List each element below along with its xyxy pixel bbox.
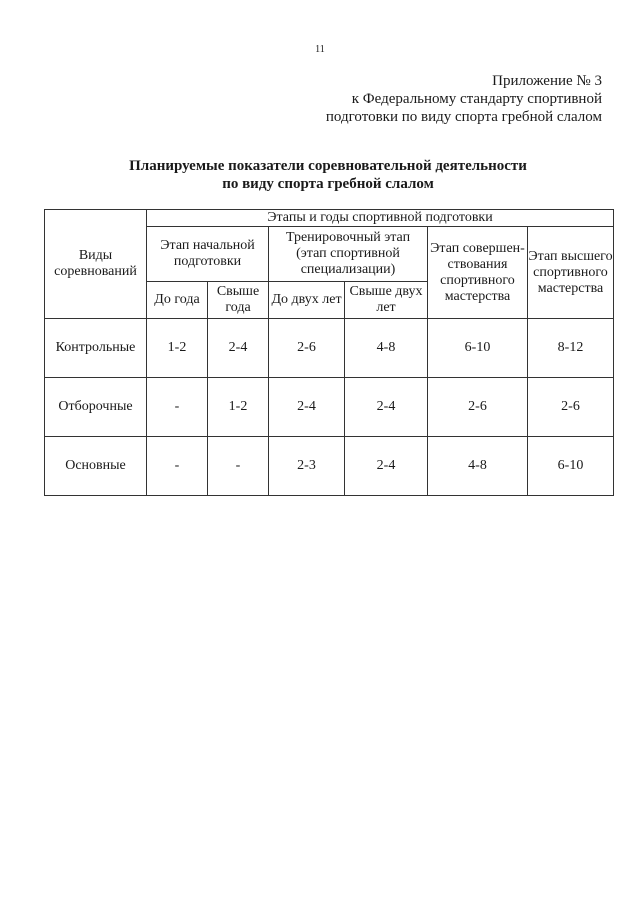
appendix-line-3: подготовки по виду спорта гребной слалом <box>325 109 602 125</box>
appendix-header <box>326 72 602 126</box>
subheader-training-1: До двух лет <box>269 282 345 319</box>
table-cell: 4-8 <box>428 437 528 496</box>
table-cell: 2-4 <box>345 378 428 437</box>
row-label: Контрольные <box>45 319 147 378</box>
appendix-line-1: Приложение № 3 <box>492 73 602 89</box>
table-cell: 1-2 <box>147 319 208 378</box>
table-cell: 2-6 <box>269 319 345 378</box>
table-cell: 2-4 <box>269 378 345 437</box>
stage-higher-header: Этап высшего спортивного мастерства <box>528 227 614 319</box>
title-line-1: Планируемые показатели соревновательной деятельности <box>129 158 527 174</box>
table-cell: - <box>147 378 208 437</box>
table-cell: 2-3 <box>269 437 345 496</box>
stage-improvement-header: Этап совершен-ствования спортивного мастерства <box>428 227 528 319</box>
table-cell: 4-8 <box>345 319 428 378</box>
table-cell: 8-12 <box>528 319 614 378</box>
subheader-training-2: Свыше двух лет <box>345 282 428 319</box>
page-number: 11 <box>315 44 325 55</box>
header-row-1 <box>45 210 614 227</box>
competition-indicators-table <box>44 209 614 496</box>
row-label: Отборочные <box>45 378 147 437</box>
row-label: Основные <box>45 437 147 496</box>
table-cell: 2-6 <box>528 378 614 437</box>
stages-group-header: Этапы и годы спортивной подготовки <box>147 210 614 227</box>
subheader-initial-1: До года <box>147 282 208 319</box>
table-row <box>45 437 614 496</box>
table-cell: 6-10 <box>528 437 614 496</box>
table-row <box>45 319 614 378</box>
table-cell: 2-4 <box>345 437 428 496</box>
document-title <box>0 157 640 193</box>
table-cell: 1-2 <box>208 378 269 437</box>
stage-initial-header: Этап начальной подготовки <box>147 227 269 282</box>
table-cell: 2-4 <box>208 319 269 378</box>
table-cell: 6-10 <box>428 319 528 378</box>
competition-type-header: Виды соревнований <box>45 210 147 319</box>
stage-training-header: Тренировочный этап (этап спортивной специализации) <box>269 227 428 282</box>
appendix-line-2: к Федеральному стандарту спортивной <box>351 91 602 107</box>
subheader-initial-2: Свыше года <box>208 282 269 319</box>
table-cell: - <box>147 437 208 496</box>
title-line-2: по виду спорта гребной слалом <box>222 176 434 192</box>
table-cell: 2-6 <box>428 378 528 437</box>
table-row <box>45 378 614 437</box>
table-cell: - <box>208 437 269 496</box>
